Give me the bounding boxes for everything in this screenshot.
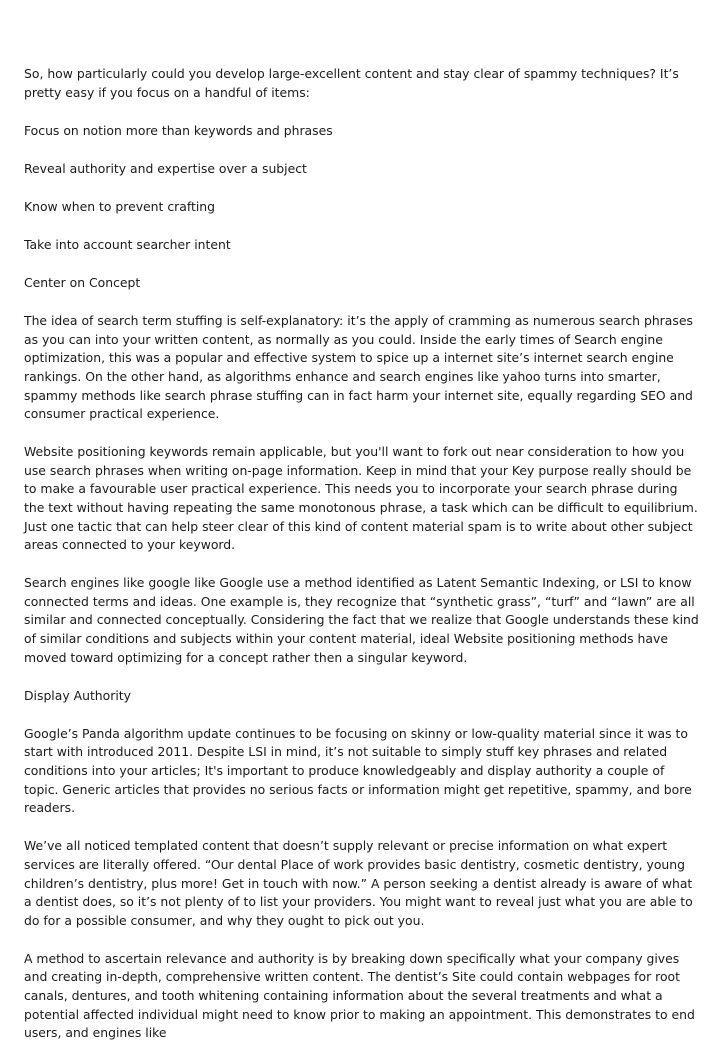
body-paragraph-lsi: Search engines like google like Google use a method identified as Latent Semantic Indexing, or LSI to know connected terms and ideas. One example is, they recognize that “synthetic grass”, “turf” and “lawn” are all similar and connected conceptually. Considering the fact that we realize that Google understands these kind of similar conditions and subjects within your content material, ideal Website positioning methods have moved toward optimizing for a concept rather then a singular keyword. [24,575,699,665]
body-paragraph-seo-keywords: Website positioning keywords remain applicable, but you'll want to fork out near consideration to how you use search phrases when writing on-page information. Keep in mind that your Key purpose really should be to make a favourable user practical experience. This needs you to incorporate your search phrase during the text without having repeating the same monotonous phrase, a task which can be difficult to equilibrium. Just one tactic that can help steer clear of this kind of content material spam is to write about other subject areas connected to your keyword. [24,444,698,553]
section-heading-concept: Center on Concept [24,275,141,291]
body-paragraph-templated-content: We’ve all noticed templated content that doesn’t supply relevant or precise information on what expert services are literally offered. “Our dental Place of work provides basic dentistry, cosmetic dentistry, young children’s dentistry, plus more! Get in touch with now.” A person seeking a dentist already is aware of what a dentist does, so it’s not plenty of to list your providers. You might want to reveal just what you are able to do for a possible consumer, and why they ought to pick out you. [24,838,693,928]
list-item-focus-notion: Focus on notion more than keywords and phrases [24,122,333,138]
list-item-reveal-authority: Reveal authority and expertise over a subject [24,160,307,176]
document-body [24,65,700,1062]
list-item-know-when: Know when to prevent crafting [24,198,215,214]
body-paragraph-panda: Google’s Panda algorithm update continues to be focusing on skinny or low-quality material since it was to start with introduced 2011. Despite LSI in mind, it’s not suitable to simply stuff key phrases and related conditions into your articles; It's important to produce knowledgeably and display authority a couple of topic. Generic articles that provides no serious facts or information might get repetitive, spammy, and bore readers. [24,725,692,816]
body-paragraph-keyword-stuffing: The idea of search term stuffing is self-explanatory: it’s the apply of cramming as numerous search phrases as you can into your written content, as normally as you could. Inside the early times of Search engine optimization, this was a popular and effective system to spice up a internet site’s internet search engine rankings. On the other hand, as algorithms enhance and search engines like yahoo turns into smarter, spammy methods like search phrase stuffing can in fact harm your internet site, equally regarding SEO and consumer practical experience. [24,313,693,422]
intro-paragraph: So, how particularly could you develop large-excellent content and stay clear of spammy techniques? It’s pretty easy if you focus on a handful of items: [24,66,679,100]
section-heading-authority: Display Authority [24,687,131,703]
list-item-searcher-intent: Take into account searcher intent [24,236,231,252]
body-paragraph-relevance: A method to ascertain relevance and authority is by breaking down specifically what your company gives and creating in-depth, comprehensive written content. The dentist’s Site could contain webpages for root canals, dentures, and tooth whitening containing information about the several treatments and what a potential affected individual might need to know prior to making an appointment. This demonstrates to end users, and engines like [24,950,695,1041]
